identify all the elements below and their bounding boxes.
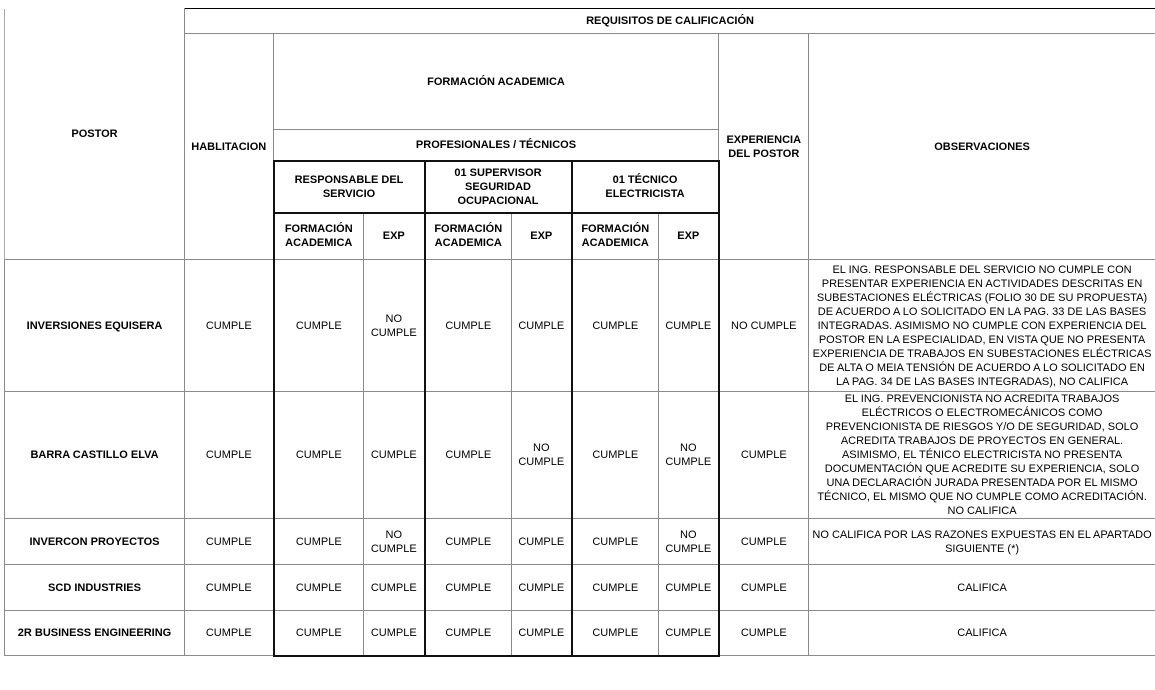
subheader-exp: EXP xyxy=(364,213,425,260)
cell-tec-exp: CUMPLE xyxy=(659,565,719,611)
header-requisitos: REQUISITOS DE CALIFICACIÓN xyxy=(185,9,1155,34)
cell-tec-exp: CUMPLE xyxy=(659,611,719,656)
subheader-formacion: FORMACIÓN ACADEMICA xyxy=(572,213,659,260)
header-role-supervisor: 01 SUPERVISOR SEGURIDAD OCUPACIONAL xyxy=(425,161,572,213)
cell-tec-formacion: CUMPLE xyxy=(572,519,659,565)
header-role-tecnico: 01 TÉCNICO ELECTRICISTA xyxy=(572,161,719,213)
cell-resp-formacion: CUMPLE xyxy=(274,611,364,656)
header-experiencia: EXPERIENCIA DEL POSTOR xyxy=(719,34,809,260)
cell-resp-exp: NO CUMPLE xyxy=(364,260,425,392)
cell-tec-formacion: CUMPLE xyxy=(572,611,659,656)
cell-observacion: CALIFICA xyxy=(809,565,1155,611)
cell-experiencia: NO CUMPLE xyxy=(719,260,809,392)
cell-habilitacion: CUMPLE xyxy=(185,565,274,611)
header-profesionales: PROFESIONALES / TÉCNICOS xyxy=(274,130,719,161)
cell-experiencia: CUMPLE xyxy=(719,519,809,565)
cell-resp-exp: CUMPLE xyxy=(364,392,425,519)
cell-tec-exp: NO CUMPLE xyxy=(659,392,719,519)
postor-name: SCD INDUSTRIES xyxy=(5,565,185,611)
cell-resp-formacion: CUMPLE xyxy=(274,565,364,611)
header-observaciones: OBSERVACIONES xyxy=(809,34,1155,260)
cell-resp-formacion: CUMPLE xyxy=(274,519,364,565)
cell-observacion: EL ING. PREVENCIONISTA NO ACREDITA TRABAJOS ELÉCTRICOS O ELECTROMECÁNICOS COMO PREVENCIONISTA DE RIESGOS Y/O DE SEGURIDAD, SOLO ACREDITA TRABAJOS DE PROYECTOS EN GENERAL. ASIMISMO, EL TÉNICO ELECTRICISTA NO PRESENTA DOCUMENTACIÓN QUE ACREDITE SU EXPERIENCIA, SOLO UNA DECLARACIÓN JURADA PRESENTADA POR EL MISMO TÉCNICO, EL MISMO QUE NO CUMPLE COMO ACREDITACIÓN. NO CALIFICA xyxy=(809,392,1155,519)
subheader-exp: EXP xyxy=(659,213,719,260)
cell-tec-exp: NO CUMPLE xyxy=(659,519,719,565)
cell-sup-exp: CUMPLE xyxy=(512,519,572,565)
table-row xyxy=(5,611,1155,656)
cell-observacion: NO CALIFICA POR LAS RAZONES EXPUESTAS EN EL APARTADO SIGUIENTE (*) xyxy=(809,519,1155,565)
cell-sup-exp: CUMPLE xyxy=(512,260,572,392)
cell-sup-formacion: CUMPLE xyxy=(425,611,512,656)
cell-habilitacion: CUMPLE xyxy=(185,519,274,565)
cell-experiencia: CUMPLE xyxy=(719,611,809,656)
subheader-formacion: FORMACIÓN ACADEMICA xyxy=(274,213,364,260)
cell-sup-formacion: CUMPLE xyxy=(425,260,512,392)
cell-observacion: CALIFICA xyxy=(809,611,1155,656)
cell-sup-exp: CUMPLE xyxy=(512,565,572,611)
cell-habilitacion: CUMPLE xyxy=(185,392,274,519)
cell-experiencia: CUMPLE xyxy=(719,565,809,611)
cell-sup-formacion: CUMPLE xyxy=(425,565,512,611)
postor-name: INVERSIONES EQUISERA xyxy=(5,260,185,392)
header-habilitacion: HABLITACION xyxy=(185,34,274,260)
cell-resp-exp: CUMPLE xyxy=(364,565,425,611)
cell-resp-exp: NO CUMPLE xyxy=(364,519,425,565)
cell-sup-exp: NO CUMPLE xyxy=(512,392,572,519)
cell-sup-formacion: CUMPLE xyxy=(425,392,512,519)
cell-resp-formacion: CUMPLE xyxy=(274,260,364,392)
header-role-responsable: RESPONSABLE DEL SERVICIO xyxy=(274,161,425,213)
header-formacion-academica: FORMACIÓN ACADEMICA xyxy=(274,34,719,130)
table-row xyxy=(5,565,1155,611)
table-row xyxy=(5,260,1155,392)
cell-tec-formacion: CUMPLE xyxy=(572,260,659,392)
postor-name: INVERCON PROYECTOS xyxy=(5,519,185,565)
cell-tec-exp: CUMPLE xyxy=(659,260,719,392)
cell-experiencia: CUMPLE xyxy=(719,392,809,519)
header-postor: POSTOR xyxy=(5,9,185,260)
postor-name: 2R BUSINESS ENGINEERING xyxy=(5,611,185,656)
cell-tec-formacion: CUMPLE xyxy=(572,565,659,611)
subheader-formacion: FORMACIÓN ACADEMICA xyxy=(425,213,512,260)
table-row xyxy=(5,519,1155,565)
qualification-table xyxy=(4,8,1155,657)
cell-habilitacion: CUMPLE xyxy=(185,260,274,392)
cell-habilitacion: CUMPLE xyxy=(185,611,274,656)
postor-name: BARRA CASTILLO ELVA xyxy=(5,392,185,519)
cell-resp-exp: CUMPLE xyxy=(364,611,425,656)
cell-tec-formacion: CUMPLE xyxy=(572,392,659,519)
table-row xyxy=(5,392,1155,519)
cell-sup-exp: CUMPLE xyxy=(512,611,572,656)
cell-resp-formacion: CUMPLE xyxy=(274,392,364,519)
cell-sup-formacion: CUMPLE xyxy=(425,519,512,565)
cell-observacion: EL ING. RESPONSABLE DEL SERVICIO NO CUMPLE CON PRESENTAR EXPERIENCIA EN ACTIVIDADES DESCRITAS EN SUBESTACIONES ELÉCTRICAS (FOLIO 30 DE SU PROPUESTA) DE ACUERDO A LO SOLICITADO EN LA PAG. 33 DE LAS BASES INTEGRADAS. ASIMISMO NO CUMPLE CON EXPERIENCIA DEL POSTOR EN LA ESPECIALIDAD, EN VISTA QUE NO PRESENTA EXPERIENCIA DE TRABAJOS EN SUBESTACIONES ELÉCTRICAS DE ALTA O MEIA TENSIÓN DE ACUERDO A LO SOLICITADO EN LA PAG. 34 DE LAS BASES INTEGRADAS), NO CALIFICA xyxy=(809,260,1155,392)
subheader-exp: EXP xyxy=(512,213,572,260)
